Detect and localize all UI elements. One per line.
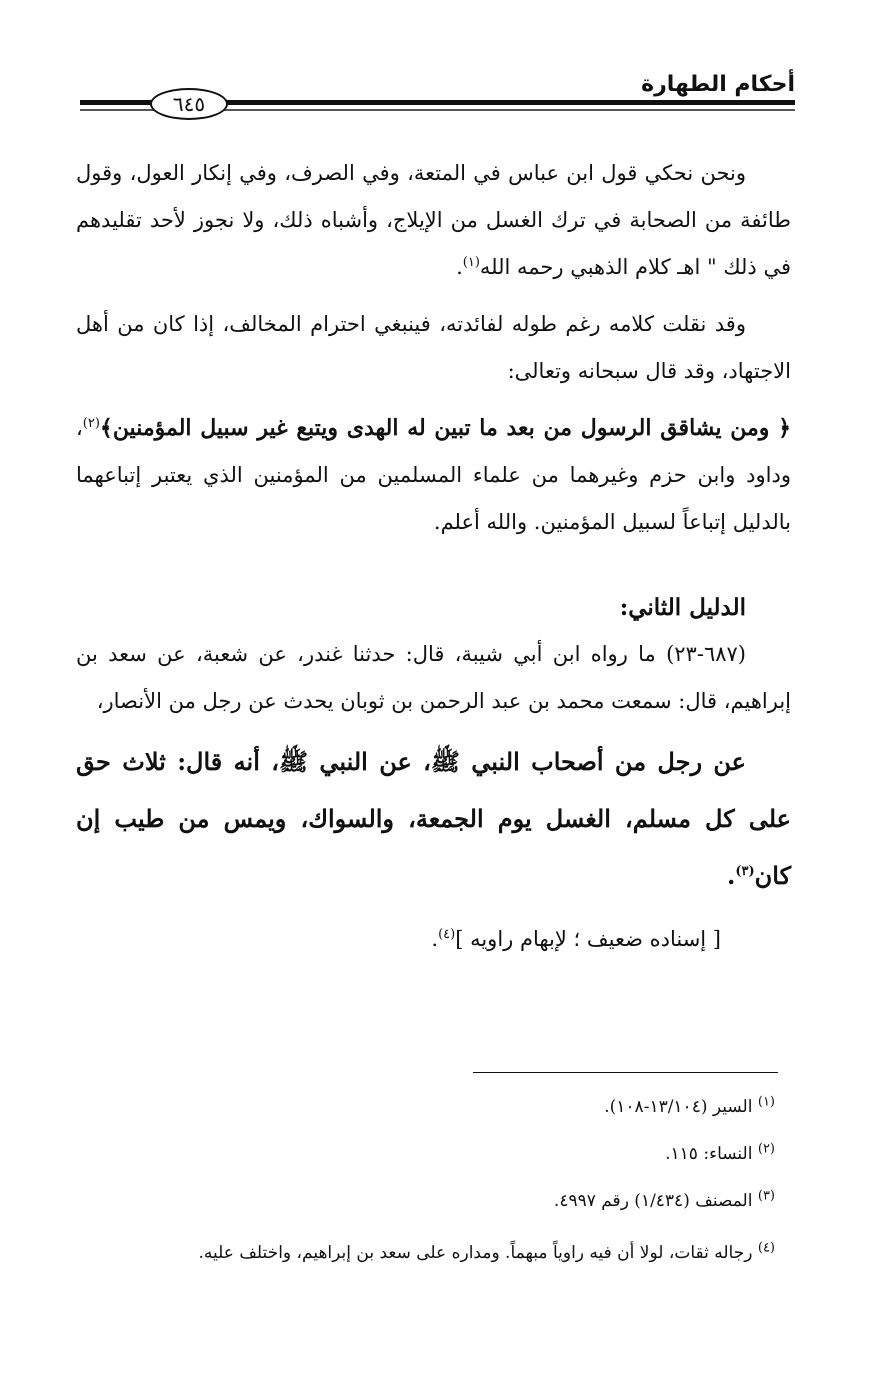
punctuation: . [456,255,463,279]
paragraph: وقد نقلت كلامه رغم طوله لفائدته، فينبغي احترام المخالف، إذا كان من أهل الاجتهاد، وقد قال سبحانه وتعالى: [76,312,791,383]
page-header [80,70,795,130]
punctuation: . [431,927,439,951]
hadith-matn: عن رجل من أصحاب النبي ﷺ، عن النبي ﷺ، أنه قال: ثلاث حق على كل مسلم، الغسل يوم الجمعة، والسواك، ويمس من طيب إن كان [76,747,791,890]
footnote-ref: (١) [462,255,480,270]
footnote-number: (٣) [757,1188,775,1204]
footnote-text: المصنف (١/٤٣٤) رقم ٤٩٩٧. [553,1191,753,1211]
footnote-text: رجاله ثقات، لولا أن فيه راوياً مبهماً. ومداره على سعد بن إبراهيم، واختلف عليه. [198,1243,753,1263]
footnote-number: (١) [757,1094,775,1110]
footnote-ref: (٢) [82,416,100,431]
footnote-text: السير (١٣/١٠٤-١٠٨). [604,1097,753,1117]
page-number: ٦٤٥ [150,88,228,120]
paragraph [76,150,791,291]
footnote [70,1178,775,1225]
hadith-grading [76,916,791,963]
footnote-ref: (٤) [438,927,456,942]
footnote-text: النساء: ١١٥. [665,1144,753,1164]
quran-verse: ﴿ ومن يشاقق الرسول من بعد ما تبين له الهدى ويتبع غير سبيل المؤمنين﴾ [99,415,791,441]
footnotes [70,1084,775,1281]
grading-text: [ إسناده ضعيف ؛ لإبهام راويه ] [455,927,721,951]
paragraph-text: ، وداود وابن حزم وغيرهما من علماء المسلمين من المؤمنين الذي يعتبر إتباعهما بالدليل إتباعاً لسبيل المؤمنين. والله أعلم. [76,416,791,534]
punctuation: . [726,861,736,890]
footnote-number: (٢) [757,1141,775,1157]
footnote [70,1225,775,1281]
hadith-text [76,733,791,904]
paragraph [76,405,791,546]
footnote-separator [473,1072,778,1073]
section-heading: الدليل الثاني: [619,594,746,621]
footnote-ref: (٣) [735,864,755,879]
footnote [70,1131,775,1178]
footnote [70,1084,775,1131]
running-title: أحكام الطهارة [641,72,795,97]
footnote-number: (٤) [757,1240,775,1256]
isnad-text: (٦٨٧-٢٣) ما رواه ابن أبي شيبة، قال: حدثنا غندر، عن شعبة، عن سعد بن إبراهيم، قال: سمعت محمد بن عبد الرحمن بن ثوبان يحدث عن رجل من الأنصار، [76,642,791,713]
main-text [76,150,791,963]
paragraph-text: ونحن نحكي قول ابن عباس في المتعة، وفي الصرف، وفي إنكار العول، وقول طائفة من الصحابة في ترك الغسل من الإيلاج، وأشباه ذلك، ولا نجوز لأحد تقليدهم في ذلك " اهـ كلام الذهبي رحمه الله [76,161,791,279]
